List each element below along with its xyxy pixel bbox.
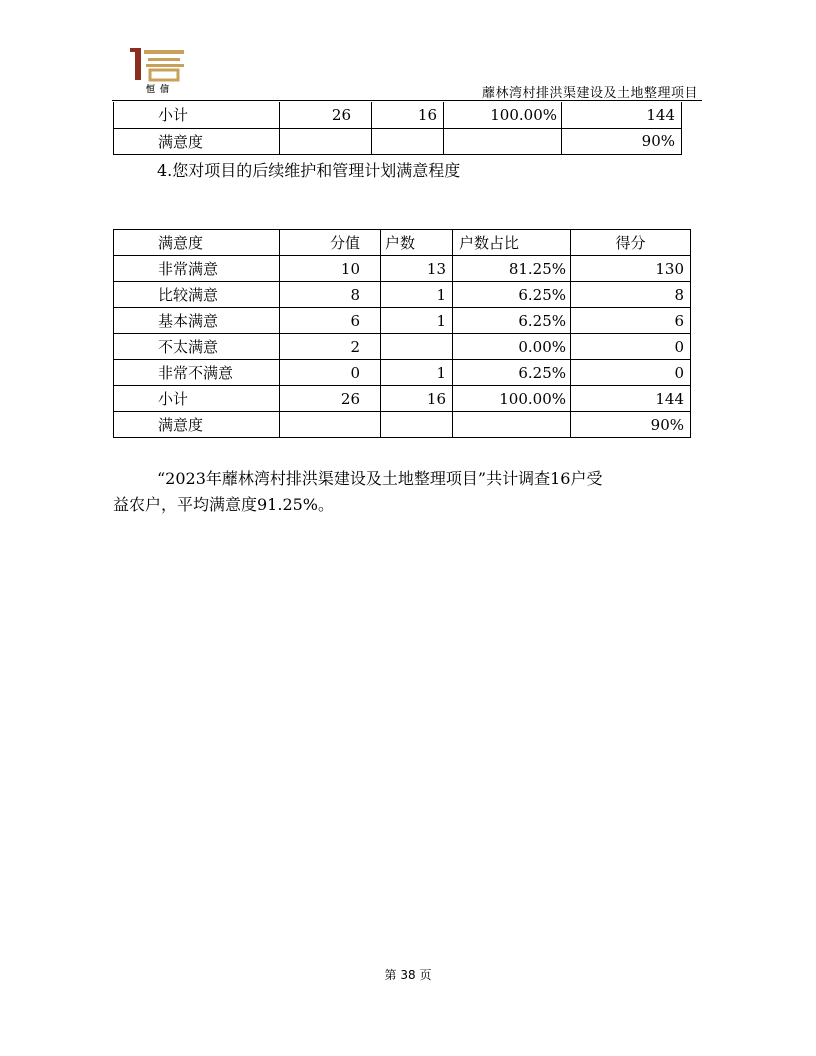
table-cell: 16 [372, 102, 444, 128]
column-header: 户数 [381, 230, 453, 256]
table-cell: 13 [381, 256, 453, 282]
table-cell: 0.00% [453, 334, 571, 360]
table-cell: 满意度 [114, 412, 280, 438]
table-cell: 90% [571, 412, 691, 438]
table-cell: 1 [381, 282, 453, 308]
table-cell: 小计 [114, 102, 280, 128]
table-cell: 0 [571, 360, 691, 386]
column-header: 满意度 [114, 230, 280, 256]
table-header-row [114, 230, 691, 256]
table-row [114, 128, 682, 154]
column-header: 得分 [571, 230, 691, 256]
table-cell: 144 [562, 102, 682, 128]
question-heading: 4.您对项目的后续维护和管理计划满意程度 [157, 161, 461, 180]
table-row [114, 412, 691, 438]
table-cell [453, 412, 571, 438]
table-cell: 6.25% [453, 360, 571, 386]
page-number: 第 38 页 [384, 968, 432, 982]
logo-text: 恒信 [146, 85, 175, 95]
table-row [114, 360, 691, 386]
table-cell: 2 [280, 334, 381, 360]
table-cell: 100.00% [453, 386, 571, 412]
summary-paragraph [113, 466, 703, 518]
table-cell: 100.00% [444, 102, 562, 128]
summary-line-1: “2023年蘼林湾村排洪渠建设及土地整理项目”共计调查16户受 [157, 469, 603, 488]
table-cell [381, 412, 453, 438]
table-row [114, 282, 691, 308]
table-cell: 比较满意 [114, 282, 280, 308]
table-cell: 1 [381, 360, 453, 386]
table-cell: 基本满意 [114, 308, 280, 334]
table-cell: 非常满意 [114, 256, 280, 282]
table-cell: 10 [280, 256, 381, 282]
table-cell: 0 [571, 334, 691, 360]
table-cell: 130 [571, 256, 691, 282]
table-cell: 非常不满意 [114, 360, 280, 386]
table-row [114, 334, 691, 360]
table-cell: 小计 [114, 386, 280, 412]
table-row [114, 308, 691, 334]
table-cell: 81.25% [453, 256, 571, 282]
table-row [114, 102, 682, 128]
column-header: 分值 [280, 230, 381, 256]
table-cell [444, 128, 562, 154]
satisfaction-table [113, 229, 691, 438]
table-row [114, 256, 691, 282]
table-cell: 8 [571, 282, 691, 308]
table-cell: 满意度 [114, 128, 280, 154]
table-cell: 26 [280, 386, 381, 412]
table-cell: 6 [571, 308, 691, 334]
table-cell: 6.25% [453, 282, 571, 308]
continued-table [113, 102, 682, 155]
table-cell: 8 [280, 282, 381, 308]
document-title: 蘼林湾村排洪渠建设及土地整理项目 [481, 86, 698, 101]
header-rule [112, 100, 702, 101]
table-cell [280, 412, 381, 438]
table-cell: 1 [381, 308, 453, 334]
table-cell: 6 [280, 308, 381, 334]
summary-line-2: 益农户，平均满意度91.25%。 [113, 495, 335, 514]
table-row [114, 386, 691, 412]
table-cell: 144 [571, 386, 691, 412]
table-cell: 6.25% [453, 308, 571, 334]
table-cell: 16 [381, 386, 453, 412]
table-cell: 0 [280, 360, 381, 386]
column-header: 户数占比 [453, 230, 571, 256]
table-cell [381, 334, 453, 360]
table-cell [280, 128, 372, 154]
table-cell: 26 [280, 102, 372, 128]
table-cell: 90% [562, 128, 682, 154]
table-cell [372, 128, 444, 154]
table-cell: 不太满意 [114, 334, 280, 360]
